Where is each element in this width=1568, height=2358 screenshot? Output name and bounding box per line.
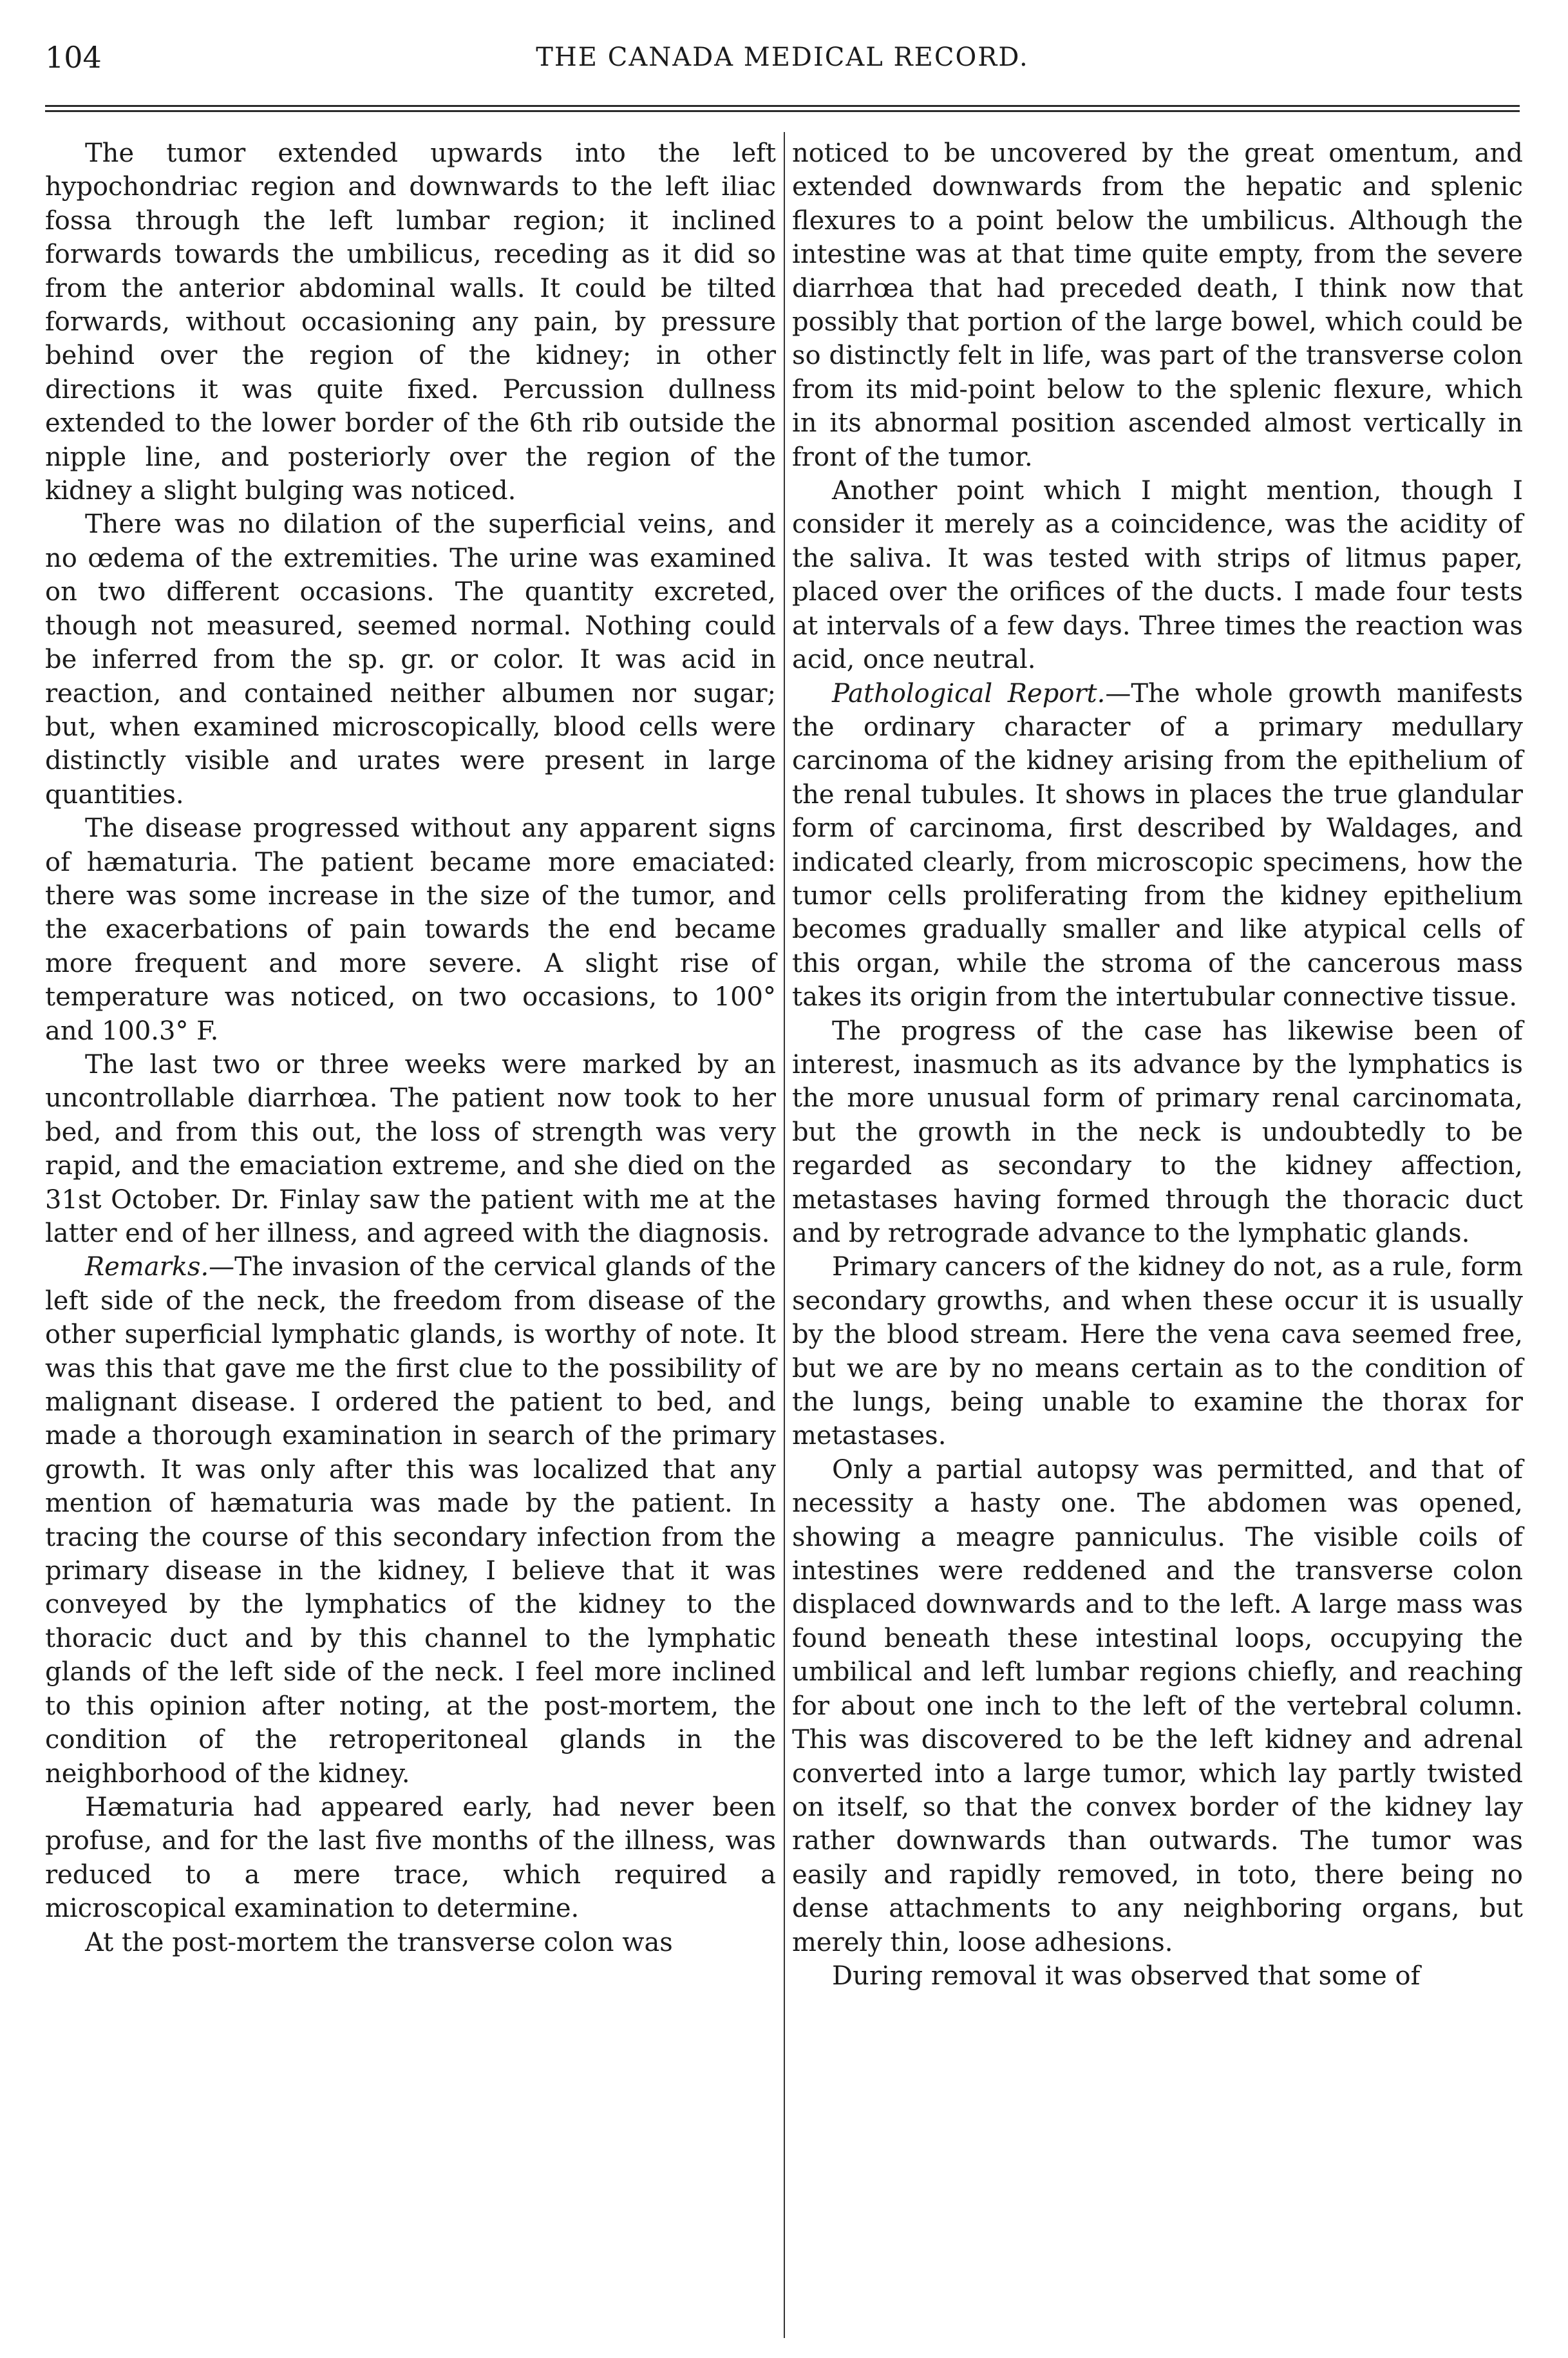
paragraph — [792, 1250, 1523, 1452]
paragraph — [792, 474, 1523, 676]
section-heading: Remarks. — [85, 1252, 209, 1282]
paragraph-text: noticed to be uncovered by the great omentum, and extended downwards from the hepatic and splenic flexures to a point below the umbilicus. Although the intestine was at that time quite empty, from the severe diarrhœa that had preceded death, I think now that possibly that portion of the large bowel, which could be so distinctly felt in life, was part of the transverse colon from its mid-point below to the splenic flexure, which in its abnormal position ascended almost vertically in front of the tumor. — [792, 138, 1523, 472]
paragraph — [792, 1014, 1523, 1251]
page-header — [45, 40, 1520, 85]
paragraph-text: There was no dilation of the superficial veins, and no œdema of the extremities. The urine was examined on two different occasions. The quantity excreted, though not measured, seemed normal. Nothing could be inferred from the sp. gr. or color. It was acid in reaction, and contained neither albumen nor sugar; but, when examined microscopically, blood cells were distinctly visible and urates were present in large quantities. — [45, 509, 776, 810]
paragraph-text: The tumor extended upwards into the left hypochondriac region and downwards to the left iliac fossa through the left lumbar region; it inclined forwards towards the umbilicus, receding as it did so from the anterior abdominal walls. It could be tilted forwards, without occasioning any pain, by pressure behind over the region of the kidney; in other directions it was quite fixed. Percussion dullness extended to the lower border of the 6th rib outside the nipple line, and posteriorly over the region of the kidney a slight bulging was noticed. — [45, 138, 776, 506]
running-title: THE CANADA MEDICAL RECORD. — [536, 43, 1029, 72]
section-heading: Pathological Report. — [832, 678, 1106, 708]
paragraph — [45, 1250, 776, 1791]
page-number: 104 — [45, 40, 102, 75]
paragraph-text: During removal it was observed that some of — [832, 1961, 1421, 1991]
header-rule — [45, 105, 1520, 107]
paragraph-text: At the post-mortem the transverse colon was — [85, 1927, 673, 1957]
paragraph — [792, 677, 1523, 1014]
paragraph-text: The progress of the case has likewise been of interest, inasmuch as its advance by the lymphatics is the more unusual form of primary renal carcinomata, but the growth in the neck is undoubtedly to be regarded as secondary to the kidney affection, metastases having formed through the thoracic duct and by retrograde advance to the lymphatic glands. — [792, 1016, 1523, 1248]
paragraph — [45, 812, 776, 1048]
column-divider — [784, 132, 785, 2338]
paragraph-text: —The invasion of the cervical glands of the left side of the neck, the freedom from disease of the other superficial lymphatic glands, is worthy of note. It was this that gave me the first clue to the possibility of malignant disease. I ordered the patient to bed, and made a thorough examination in search of the primary growth. It was only after this was localized that any mention of hæmaturia was made by the patient. In tracing the course of this secondary infection from the primary disease in the kidney, I believe that it was conveyed by the lymphatics of the kidney to the thoracic duct and by this channel to the lymphatic glands of the left side of the neck. I feel more inclined to this opinion after noting, at the post-mortem, the condition of the retroperitoneal glands in the neighborhood of the kidney. — [45, 1252, 776, 1789]
paragraph-text: —The whole growth manifests the ordinary character of a primary medullary carcinoma of the kidney arising from the epithelium of the renal tubules. It shows in places the true glandular form of carcinoma, first described by Waldages, and indicated clearly, from microscopic specimens, how the tumor cells proliferating from the kidney epithelium becomes gradually smaller and like atypical cells of this organ, while the stroma of the cancerous mass takes its origin from the intertubular connective tissue. — [792, 678, 1523, 1013]
paragraph-text: Only a partial autopsy was permitted, and that of necessity a hasty one. The abdomen was opened, showing a meagre panniculus. The visible coils of intestines were reddened and the transverse colon displaced downwards and to the left. A large mass was found beneath these intestinal loops, occupying the umbilical and left lumbar regions chiefly, and reaching for about one inch to the left of the vertebral column. This was discovered to be the left kidney and adrenal converted into a large tumor, which lay partly twisted on itself, so that the convex border of the kidney lay rather downwards than outwards. The tumor was easily and rapidly removed, in toto, there being no dense attachments to any neighboring organs, but merely thin, loose adhesions. — [792, 1454, 1523, 1957]
paragraph — [45, 1791, 776, 1926]
paragraph-text: Primary cancers of the kidney do not, as a rule, form secondary growths, and when these occur it is usually by the blood stream. Here the vena cava seemed free, but we are by no means certain as to the condition of the lungs, being unable to examine the thorax for metastases. — [792, 1252, 1523, 1451]
paragraph-text: Another point which I might mention, though I consider it merely as a coincidence, was the acidity of the saliva. It was tested with strips of litmus paper, placed over the orifices of the ducts. I made four tests at intervals of a few days. Three times the reaction was acid, once neutral. — [792, 476, 1523, 675]
header-rule-lower — [45, 110, 1520, 112]
left-column — [45, 137, 776, 1959]
paragraph — [45, 1048, 776, 1250]
paragraph — [792, 1453, 1523, 1959]
paragraph — [792, 1959, 1523, 1993]
paragraph-text: The disease progressed without any apparent signs of hæmaturia. The patient became more emaciated: there was some increase in the size of the tumor, and the exacerbations of pain towards the end became more frequent and more severe. A slight rise of temperature was noticed, on two occasions, to 100° and 100.3° F. — [45, 813, 776, 1046]
paragraph — [45, 1926, 776, 1959]
paragraph-text: The last two or three weeks were marked by an uncontrollable diarrhœa. The patient now took to her bed, and from this out, the loss of strength was very rapid, and the emaciation extreme, and she died on the 31st October. Dr. Finlay saw the patient with me at the latter end of her illness, and agreed with the diagnosis. — [45, 1049, 776, 1248]
paragraph — [792, 137, 1523, 474]
right-column — [792, 137, 1523, 1993]
paragraph-text: Hæmaturia had appeared early, had never been profuse, and for the last five months of the illness, was reduced to a mere trace, which required a microscopical examination to determine. — [45, 1792, 776, 1924]
paragraph — [45, 508, 776, 812]
paragraph — [45, 137, 776, 508]
